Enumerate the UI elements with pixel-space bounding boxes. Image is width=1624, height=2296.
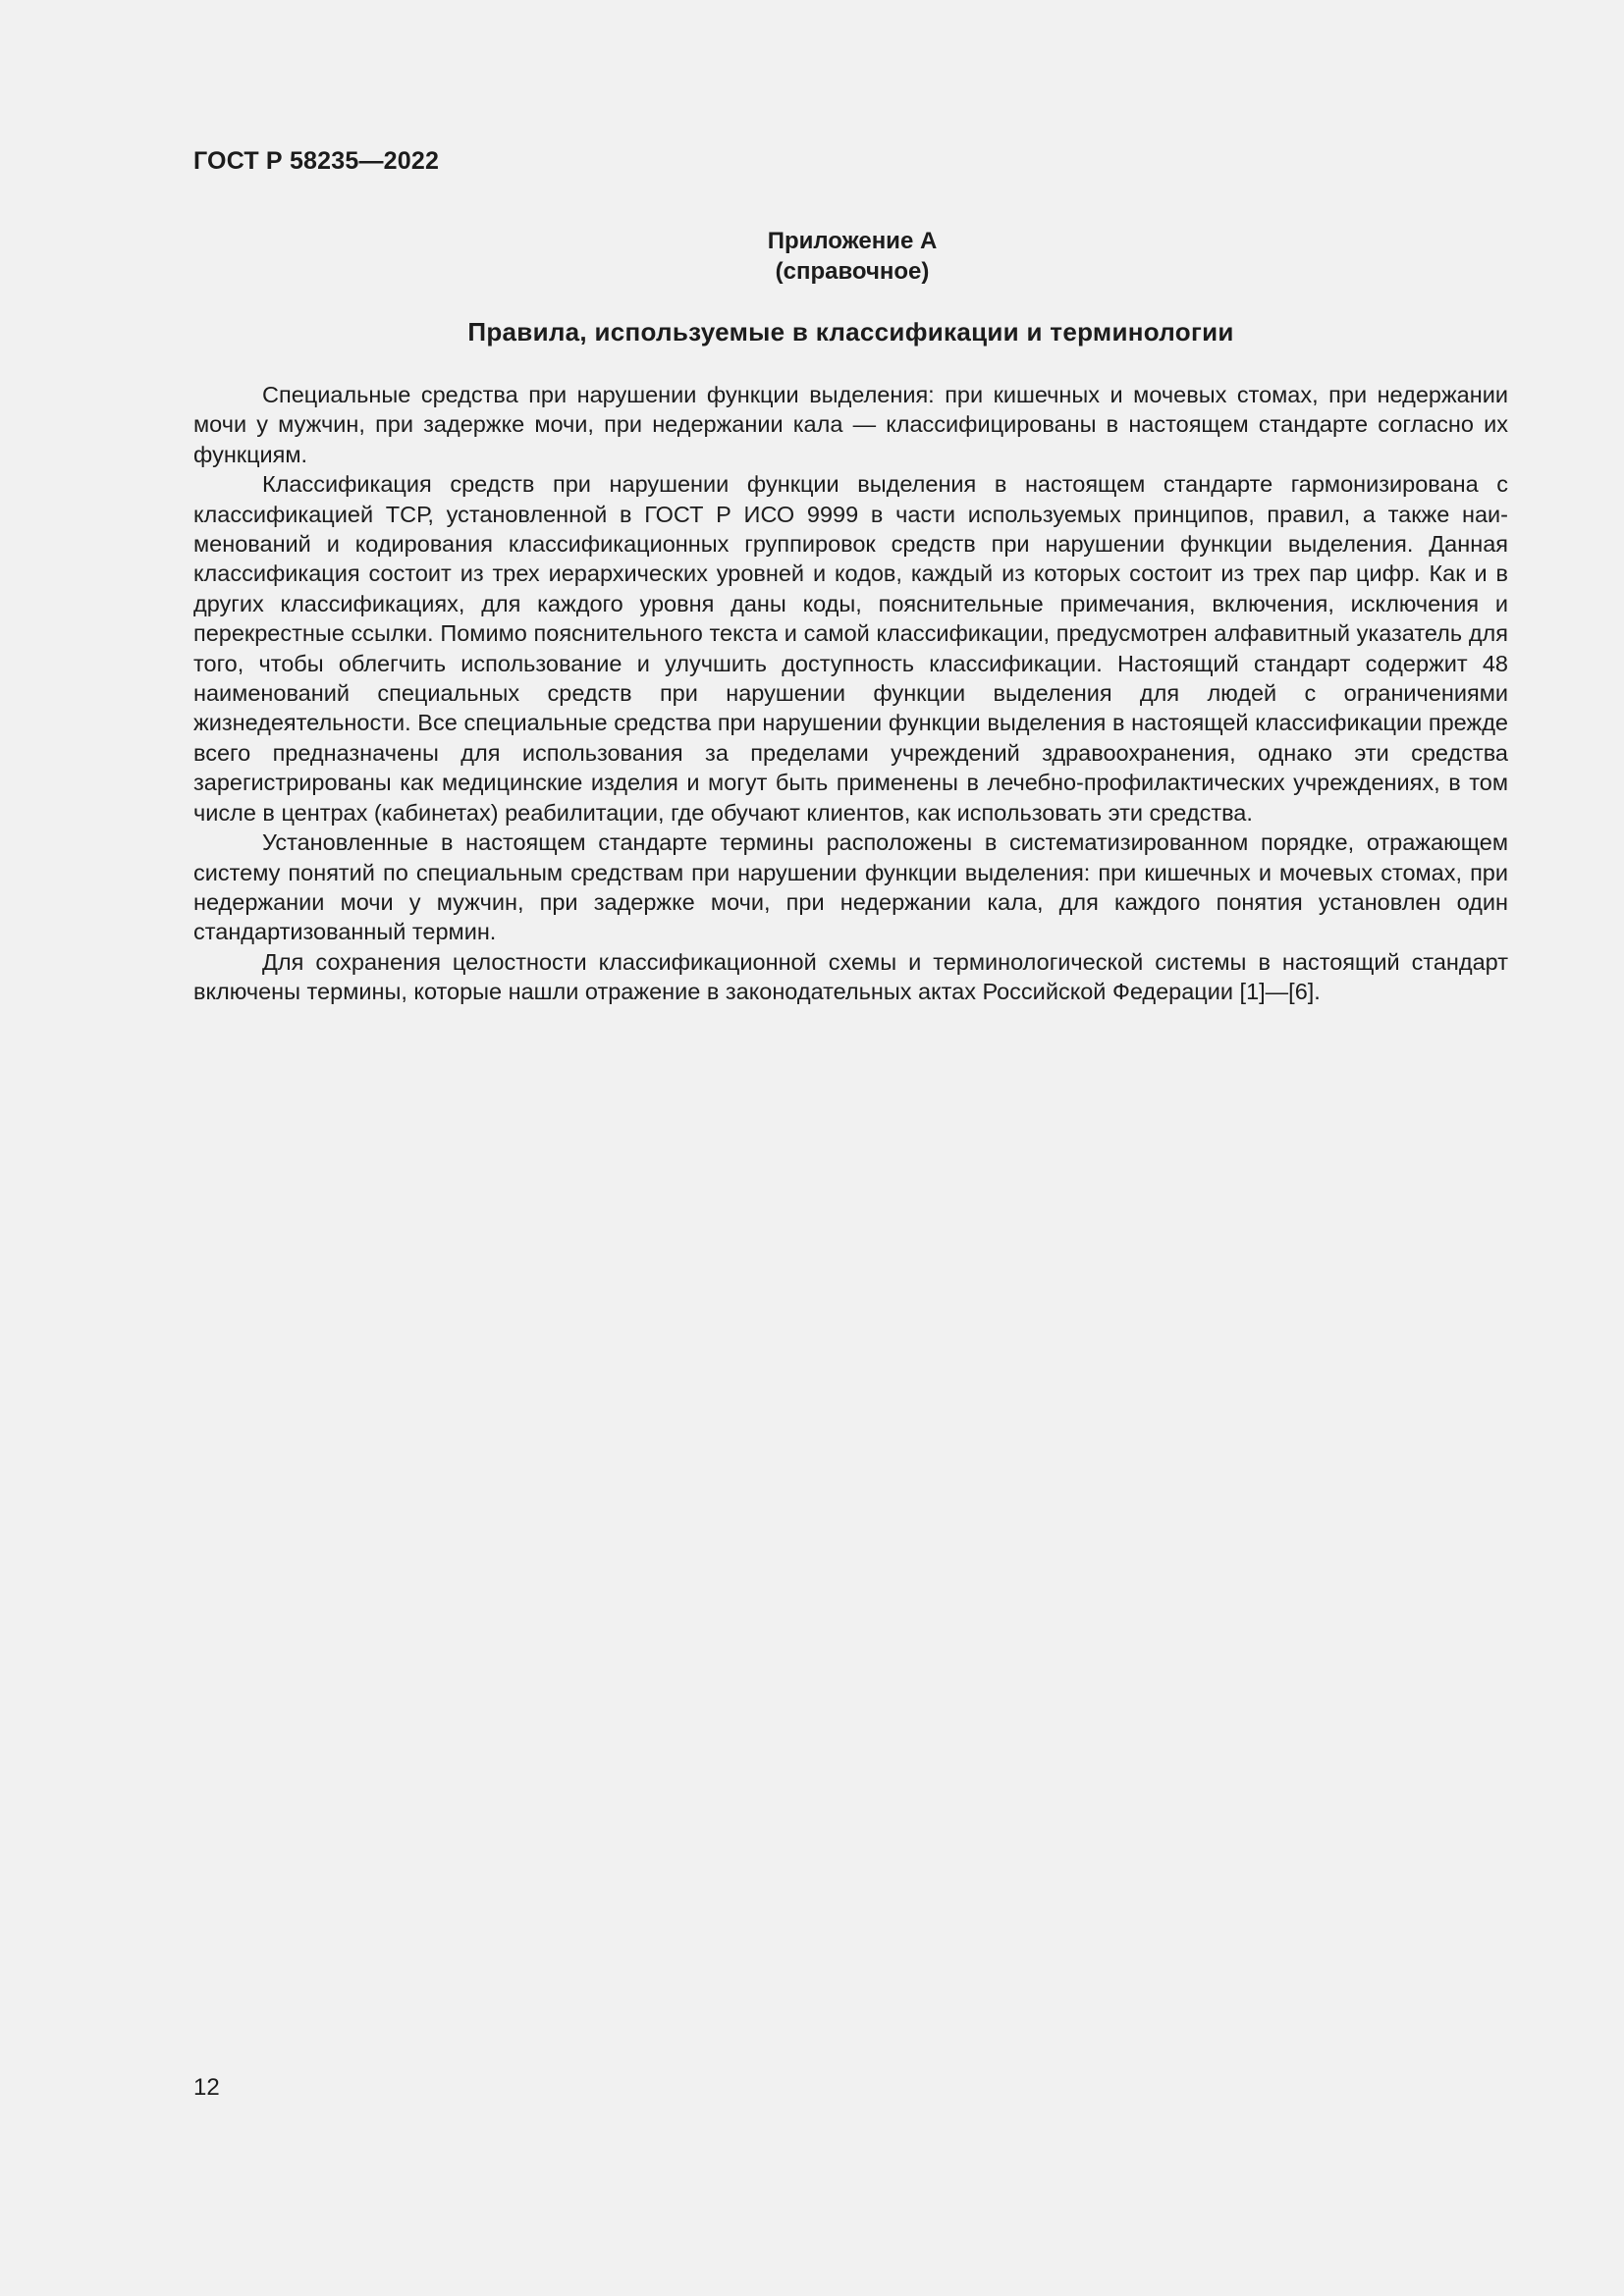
appendix-title: Правила, используемые в классификации и терминологии	[467, 317, 1234, 347]
paragraph-2: Классификация средств при нарушении функции выделения в настоящем стандарте гармонизирована с классификацией ТСР, установленной в ГОСТ Р ИСО 9999 в части используемых принципов, правил, а также наименований и кодирования классификационных группировок средств при нарушении функции выделения. Данная классификация состоит из трех иерархических уровней и кодов, каждый из которых состоит из трех пар цифр. Как и в других классификациях, для каждого уровня даны коды, пояснительные примечания, включения, исключения и перекрестные ссылки. Помимо пояснительного текста и самой классификации, предусмотрен алфавитный указатель для того, чтобы облегчить использование и улучшить доступность классификации. Настоящий стандарт содержит 48 наименований специальных средств при нарушении функции выделения для людей с ограничениями жизнедеятельности. Все специальные средства при нарушении функции выделения в настоящей классификации прежде всего предназначены для использования за пределами учреждений здравоохранения, однако эти средства зарегистрированы как медицинские изделия и могут быть применены в лечебно-профилактических учреждениях, в том числе в центрах (кабинетах) реабилитации, где обучают клиентов, как использовать эти средства.	[193, 471, 1508, 826]
document-code-header: ГОСТ Р 58235—2022	[193, 147, 440, 175]
paragraph-1: Специальные средства при нарушении функции выделения: при кишечных и мочевых стомах, при недержании мочи у мужчин, при задержке мочи, при недержании кала — классифицированы в настоящем стандарте согласно их функциям.	[193, 382, 1508, 467]
body-text	[193, 380, 1508, 1007]
paragraph-3: Установленные в настоящем стандарте термины расположены в систематизированном порядке, отражающем систему понятий по специальным средствам при нарушении функции выделения: при кишечных и мочевых стомах, при недержании мочи у мужчин, при задержке мочи, при недержании кала, для каждого понятия установлен один стандартизованный термин.	[193, 829, 1508, 945]
page-number: 12	[193, 2074, 220, 2101]
paragraph-4: Для сохранения целостности классификационной схемы и терминологической системы в настоящий стандарт включены термины, которые нашли отражение в законодательных актах Российской Федерации [1]—[6].	[193, 948, 1508, 1005]
appendix-type-note: (справочное)	[775, 258, 930, 285]
appendix-label: Приложение А	[767, 228, 938, 254]
